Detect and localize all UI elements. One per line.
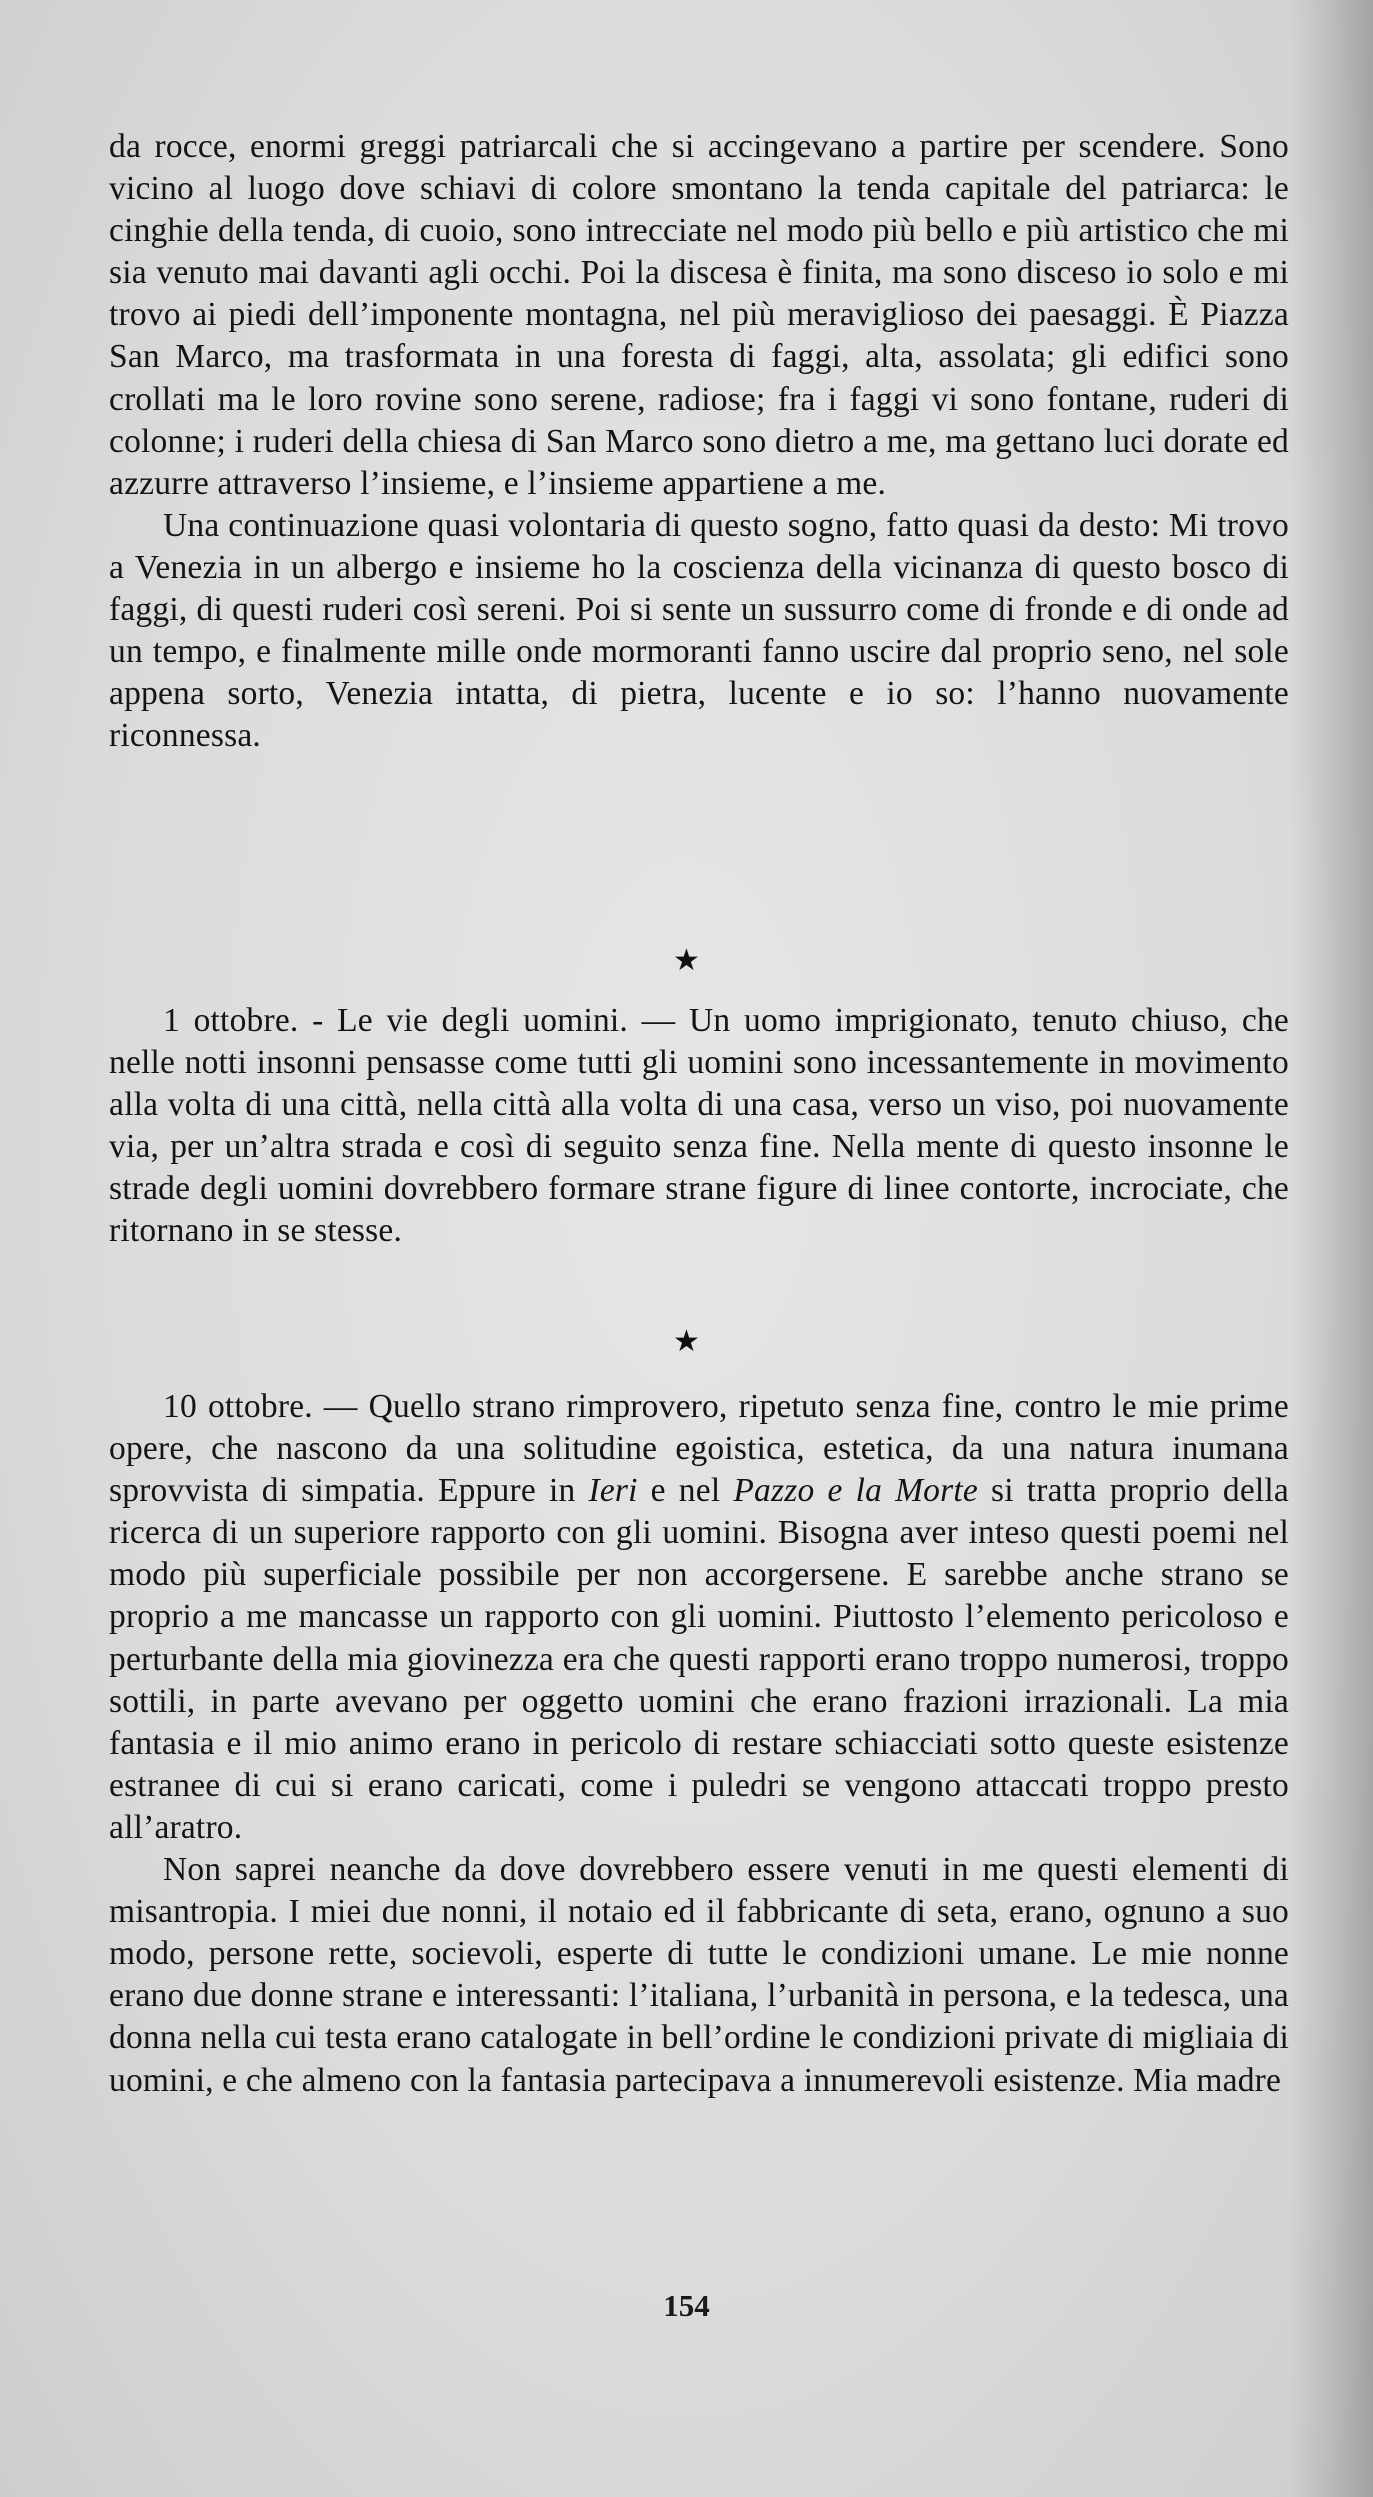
page-number: 154: [663, 2288, 710, 2323]
paragraph-text: 10 ottobre. — Quello strano rimprovero, ripetuto senza fine, contro le mie prime opere, che nascono da una solitudine egoistica, estetica, da una natura inumana sprovvista di simpatia. Eppure in: [109, 1388, 1289, 1510]
paragraph-nonni: Non saprei neanche da dove dovrebbero essere venuti in me questi elementi di misantropia. I miei due nonni, il notaio ed il fabbricante di seta, erano, ognuno a suo modo, persone rette, socievoli, esperte di tutte le condizioni umane. Le mie nonne erano due donne strane e interessanti: l’italiana, l’urbanità in persona, e la tedesca, una donna nella cui testa erano catalogate in bell’ordine le condizioni private di migliaia di uomini, e che almeno con la fantasia partecipava a innumerevoli esistenze. Mia madre: [109, 1851, 1289, 2099]
section-separator-star: ★: [673, 943, 700, 978]
paragraph-1-ottobre: 1 ottobre. - Le vie degli uomini. — Un uomo imprigionato, tenuto chiuso, che nelle notti insonni pensasse come tutti gli uomini sono incessantemente in movimento alla volta di una città, nella città alla volta di una casa, verso un viso, poi nuovamente via, per un’altra strada e così di seguito senza fine. Nella mente di questo insonne le strade degli uomini dovrebbero formare strane figure di linee contorte, incrociate, che ritornano in se stesse.: [109, 1002, 1289, 1250]
section-1-ottobre: [109, 1000, 1289, 1253]
paragraph-dream-piazza: da rocce, enormi greggi patriarcali che si accingevano a partire per scendere. Sono vicino al luogo dove schiavi di colore smontano la tenda capitale del patriarca: le cinghie della tenda, di cuoio, sono intrecciate nel modo più bello e più artistico che mi sia venuto mai davanti agli occhi. Poi la discesa è finita, ma sono disceso io solo e mi trovo ai piedi dell’imponente montagna, nel più meraviglioso dei paesaggi. È Piazza San Marco, ma trasformata in una foresta di faggi, alta, assolata; gli edifici sono crollati ma le loro rovine sono serene, radiose; fra i faggi vi sono fontane, ruderi di colonne; i ruderi della chiesa di San Marco sono dietro a me, ma gettano luci dorate ed azzurre attraverso l’insieme, e l’insieme appartiene a me.: [109, 128, 1289, 502]
work-title-pazzo-e-la-morte: Pazzo e la Morte: [733, 1472, 978, 1510]
paragraph-text: si tratta proprio della ricerca di un superiore rapporto con gli uomini. Bisogna aver inteso questi poemi nel modo più superficiale possibile per non accorgersene. E sarebbe anche strano se proprio a me mancasse un rapporto con gli uomini. Piuttosto l’elemento pericoloso e perturbante della mia giovinezza era che questi rapporti erano troppo numerosi, troppo sottili, in parte avevano per oggetto uomini che erano frazioni irrazionali. La mia fantasia e il mio animo erano in pericolo di restare schiacciati sotto queste esistenze estranee di cui si erano caricati, come i puledri se vengono attaccati troppo presto all’aratro.: [109, 1472, 1289, 1846]
paragraph-text: e nel: [637, 1472, 734, 1510]
work-title-ieri: Ieri: [588, 1472, 638, 1510]
section-dream: [109, 126, 1289, 757]
paragraph-dream-continuation: Una continuazione quasi volontaria di questo sogno, fatto quasi da desto: Mi trovo a Venezia in un albergo e insieme ho la coscienza della vicinanza di questo bosco di faggi, di questi ruderi così sereni. Poi si sente un sussurro come di fronde e di onde ad un tempo, e finalmente mille onde mormoranti fanno uscire dal proprio seno, nel sole appena sorto, Venezia intatta, di pietra, lucente e io so: l’hanno nuovamente riconnessa.: [109, 506, 1289, 755]
section-10-ottobre: [109, 1386, 1289, 2102]
section-separator-star: ★: [673, 1324, 700, 1359]
paragraph-10-ottobre: [109, 1386, 1289, 1849]
